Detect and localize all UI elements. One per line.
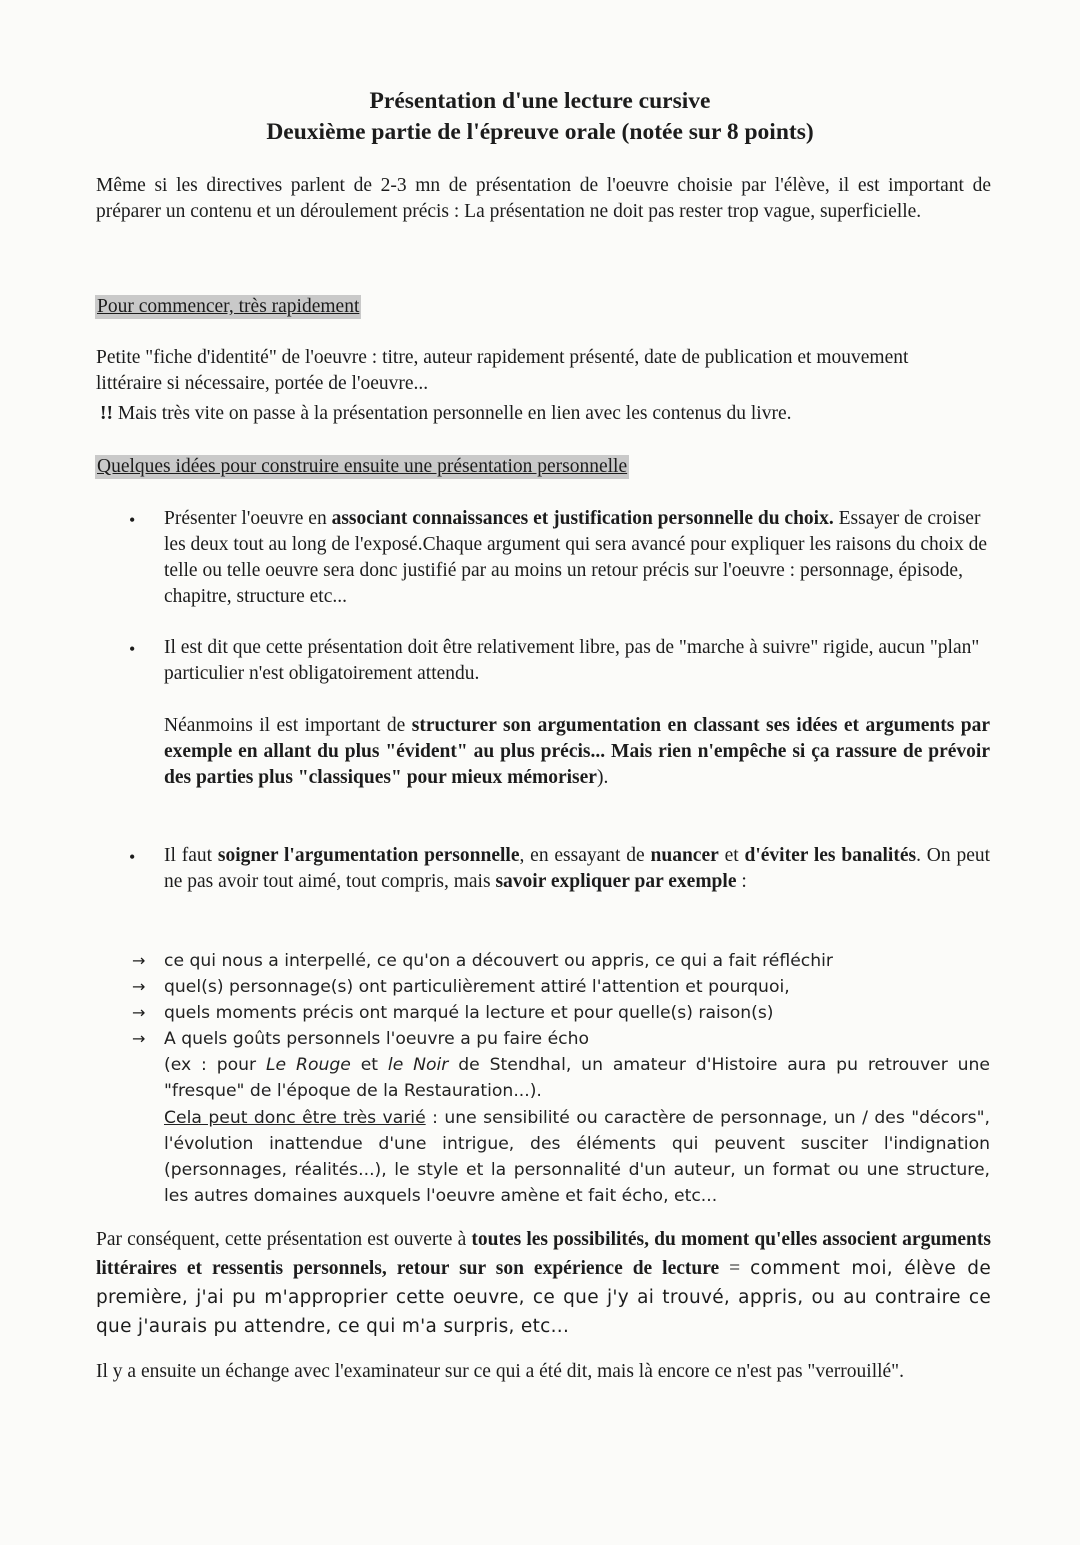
- warning-line: [100, 401, 980, 427]
- bullet-3-text-a: Il faut: [164, 845, 218, 866]
- final-paragraph: Il y a ensuite un échange avec l'examinateur sur ce qui a été dit, mais là encore ce n'est pas "verrouillé".: [96, 1361, 905, 1382]
- example-paragraph: [164, 1052, 990, 1104]
- section-heading-start: Pour commencer, très rapidement: [97, 296, 360, 317]
- bullet-1-text-b: Essayer de croiser les deux tout au long de l'exposé.Chaque argument qui sera avancé pour expliquer les raisons du choix de telle ou telle oeuvre sera donc justifié par au moins un retour précis sur l'oeuvre : personnage, épisode, chapitre, structure etc...: [164, 508, 988, 607]
- section-heading-ideas: Quelques idées pour construire ensuite une présentation personnelle: [97, 456, 628, 477]
- warning-text: Mais très vite on passe à la présentation personnelle en lien avec les contenus du livre.: [113, 403, 792, 424]
- bullet-3-text-d: . On peut ne pas avoir tout aimé, tout compris, mais: [164, 845, 991, 892]
- bullet-marker: •: [129, 510, 136, 530]
- bullet-marker: •: [129, 639, 136, 659]
- conclusion-handwritten: comment moi, élève de première, j'ai pu m'approprier cette oeuvre, ce que j'y ai trouvé, appris, ou au contraire ce que j'aurais pu attendre, ce qui m'a surpris, etc...: [96, 1258, 992, 1337]
- bullet-3-bold-a: soigner l'argumentation personnelle: [217, 845, 520, 866]
- bullet-marker: •: [129, 847, 136, 867]
- arrow-item-1: ce qui nous a interpellé, ce qu'on a découvert ou appris, ce qui a fait réfléchir: [164, 951, 833, 971]
- bullet-3-text-e: :: [736, 871, 747, 892]
- conclusion-paragraph: [96, 1225, 991, 1341]
- warning-mark: !!: [100, 403, 113, 424]
- structure-text-a: Néanmoins il est important de: [164, 715, 412, 736]
- example-text-a: (ex : pour: [164, 1055, 266, 1075]
- intro-paragraph: Même si les directives parlent de 2-3 mn de présentation de l'oeuvre choisie par l'élève, il est important de préparer un contenu et un déroulement précis : La présentation ne doit pas rester trop vague, superficielle.: [96, 175, 991, 222]
- example-text-c: de Stendhal, un amateur d'Histoire aura pu retrouver une "fresque" de l'époque de la Restauration...).: [164, 1055, 991, 1101]
- conclusion-bold: toutes les possibilités, du moment qu'elles associent arguments littéraires et ressentis personnels, retour sur son expérience de lecture: [96, 1229, 991, 1279]
- conclusion-text-a: Par conséquent, cette présentation est ouverte à: [96, 1229, 472, 1250]
- arrow-item-4: A quels goûts personnels l'oeuvre a pu faire écho: [164, 1029, 590, 1049]
- example-title-a: Le Rouge: [265, 1055, 351, 1075]
- conclusion-text-b: =: [719, 1258, 751, 1279]
- identity-paragraph: Petite "fiche d'identité" de l'oeuvre : titre, auteur rapidement présenté, date de publication et mouvement littéraire si nécessaire, portée de l'oeuvre...: [96, 347, 909, 394]
- varied-underlined: Cela peut donc être très varié: [164, 1108, 426, 1128]
- example-text-b: et: [350, 1055, 388, 1075]
- arrow-marker: →: [132, 951, 146, 970]
- document-title: [0, 86, 1080, 148]
- bullet-1-text-a: Présenter l'oeuvre en: [164, 508, 332, 529]
- title-line-1: Présentation d'une lecture cursive: [369, 88, 711, 114]
- arrow-marker: →: [132, 1029, 146, 1048]
- structure-text-b: ).: [596, 767, 609, 788]
- arrow-item-3: quels moments précis ont marqué la lecture et pour quelle(s) raison(s): [164, 1003, 774, 1023]
- bullet-3-text-b: , en essayant de: [519, 845, 651, 866]
- varied-paragraph: [164, 1105, 990, 1209]
- arrow-item-2: quel(s) personnage(s) ont particulièrement attiré l'attention et pourquoi,: [164, 977, 790, 997]
- bullet-1-paragraph: [164, 506, 989, 610]
- arrow-marker: →: [132, 977, 146, 996]
- bullet-3-bold-d: savoir expliquer par exemple: [495, 871, 737, 892]
- structure-bold: structurer son argumentation en classant ses idées et arguments par exemple en allant du plus "évident" au plus précis... Mais rien n'empêche si ça rassure de prévoir des parties plus "classiques" pour mieux mémoriser: [164, 715, 990, 788]
- bullet-3-bold-c: d'éviter les banalités: [744, 845, 917, 866]
- title-line-2: Deuxième partie de l'épreuve orale (notée sur 8 points): [266, 119, 814, 145]
- structure-paragraph: [164, 713, 990, 791]
- example-title-b: le Noir: [387, 1055, 449, 1075]
- bullet-3-bold-b: nuancer: [650, 845, 719, 866]
- arrow-marker: →: [132, 1003, 146, 1022]
- bullet-3-paragraph: [164, 843, 990, 895]
- bullet-3-text-c: et: [718, 845, 745, 866]
- bullet-2-paragraph: Il est dit que cette présentation doit être relativement libre, pas de "marche à suivre" rigide, aucun "plan" particulier n'est obligatoirement attendu.: [164, 637, 980, 684]
- varied-text: : une sensibilité ou caractère de personnage, un / des "décors", l'évolution inattendue d'une intrigue, des éléments qui peuvent susciter l'indignation (personnages, réalités...), le style et la personnalité d'un auteur, un format ou une structure, les autres domaines auxquels l'oeuvre amène et fait écho, etc...: [164, 1108, 990, 1206]
- bullet-1-bold: associant connaissances et justification personnelle du choix.: [331, 508, 834, 529]
